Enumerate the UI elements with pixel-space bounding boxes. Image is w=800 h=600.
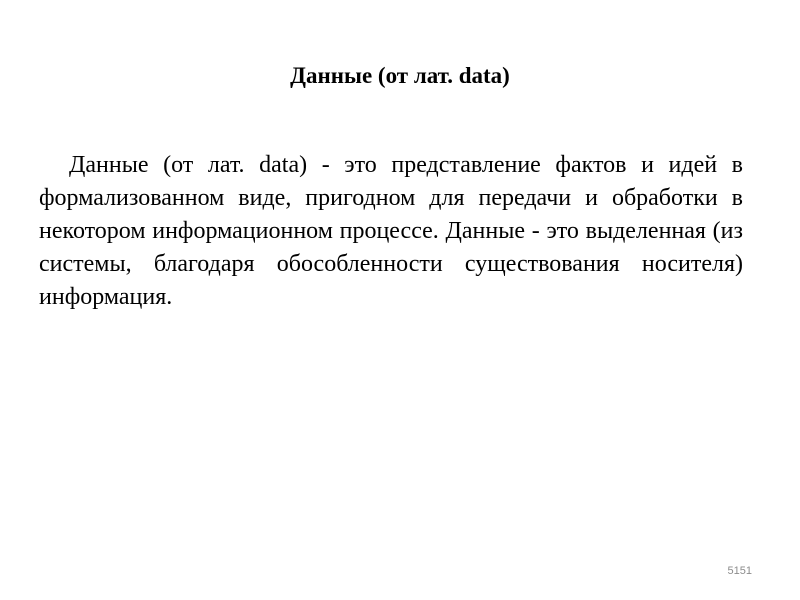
slide-body-text: Данные (от лат. data) - это представление фактов и идей в формализованном виде, пригодном для передачи и обработки в некотором информационном процессе. Данные - это выделенная (из системы, благодаря обособленности существования носителя) информация.: [39, 152, 743, 310]
slide-title: Данные (от лат. data): [290, 63, 510, 88]
page-number: 5151: [727, 565, 752, 577]
